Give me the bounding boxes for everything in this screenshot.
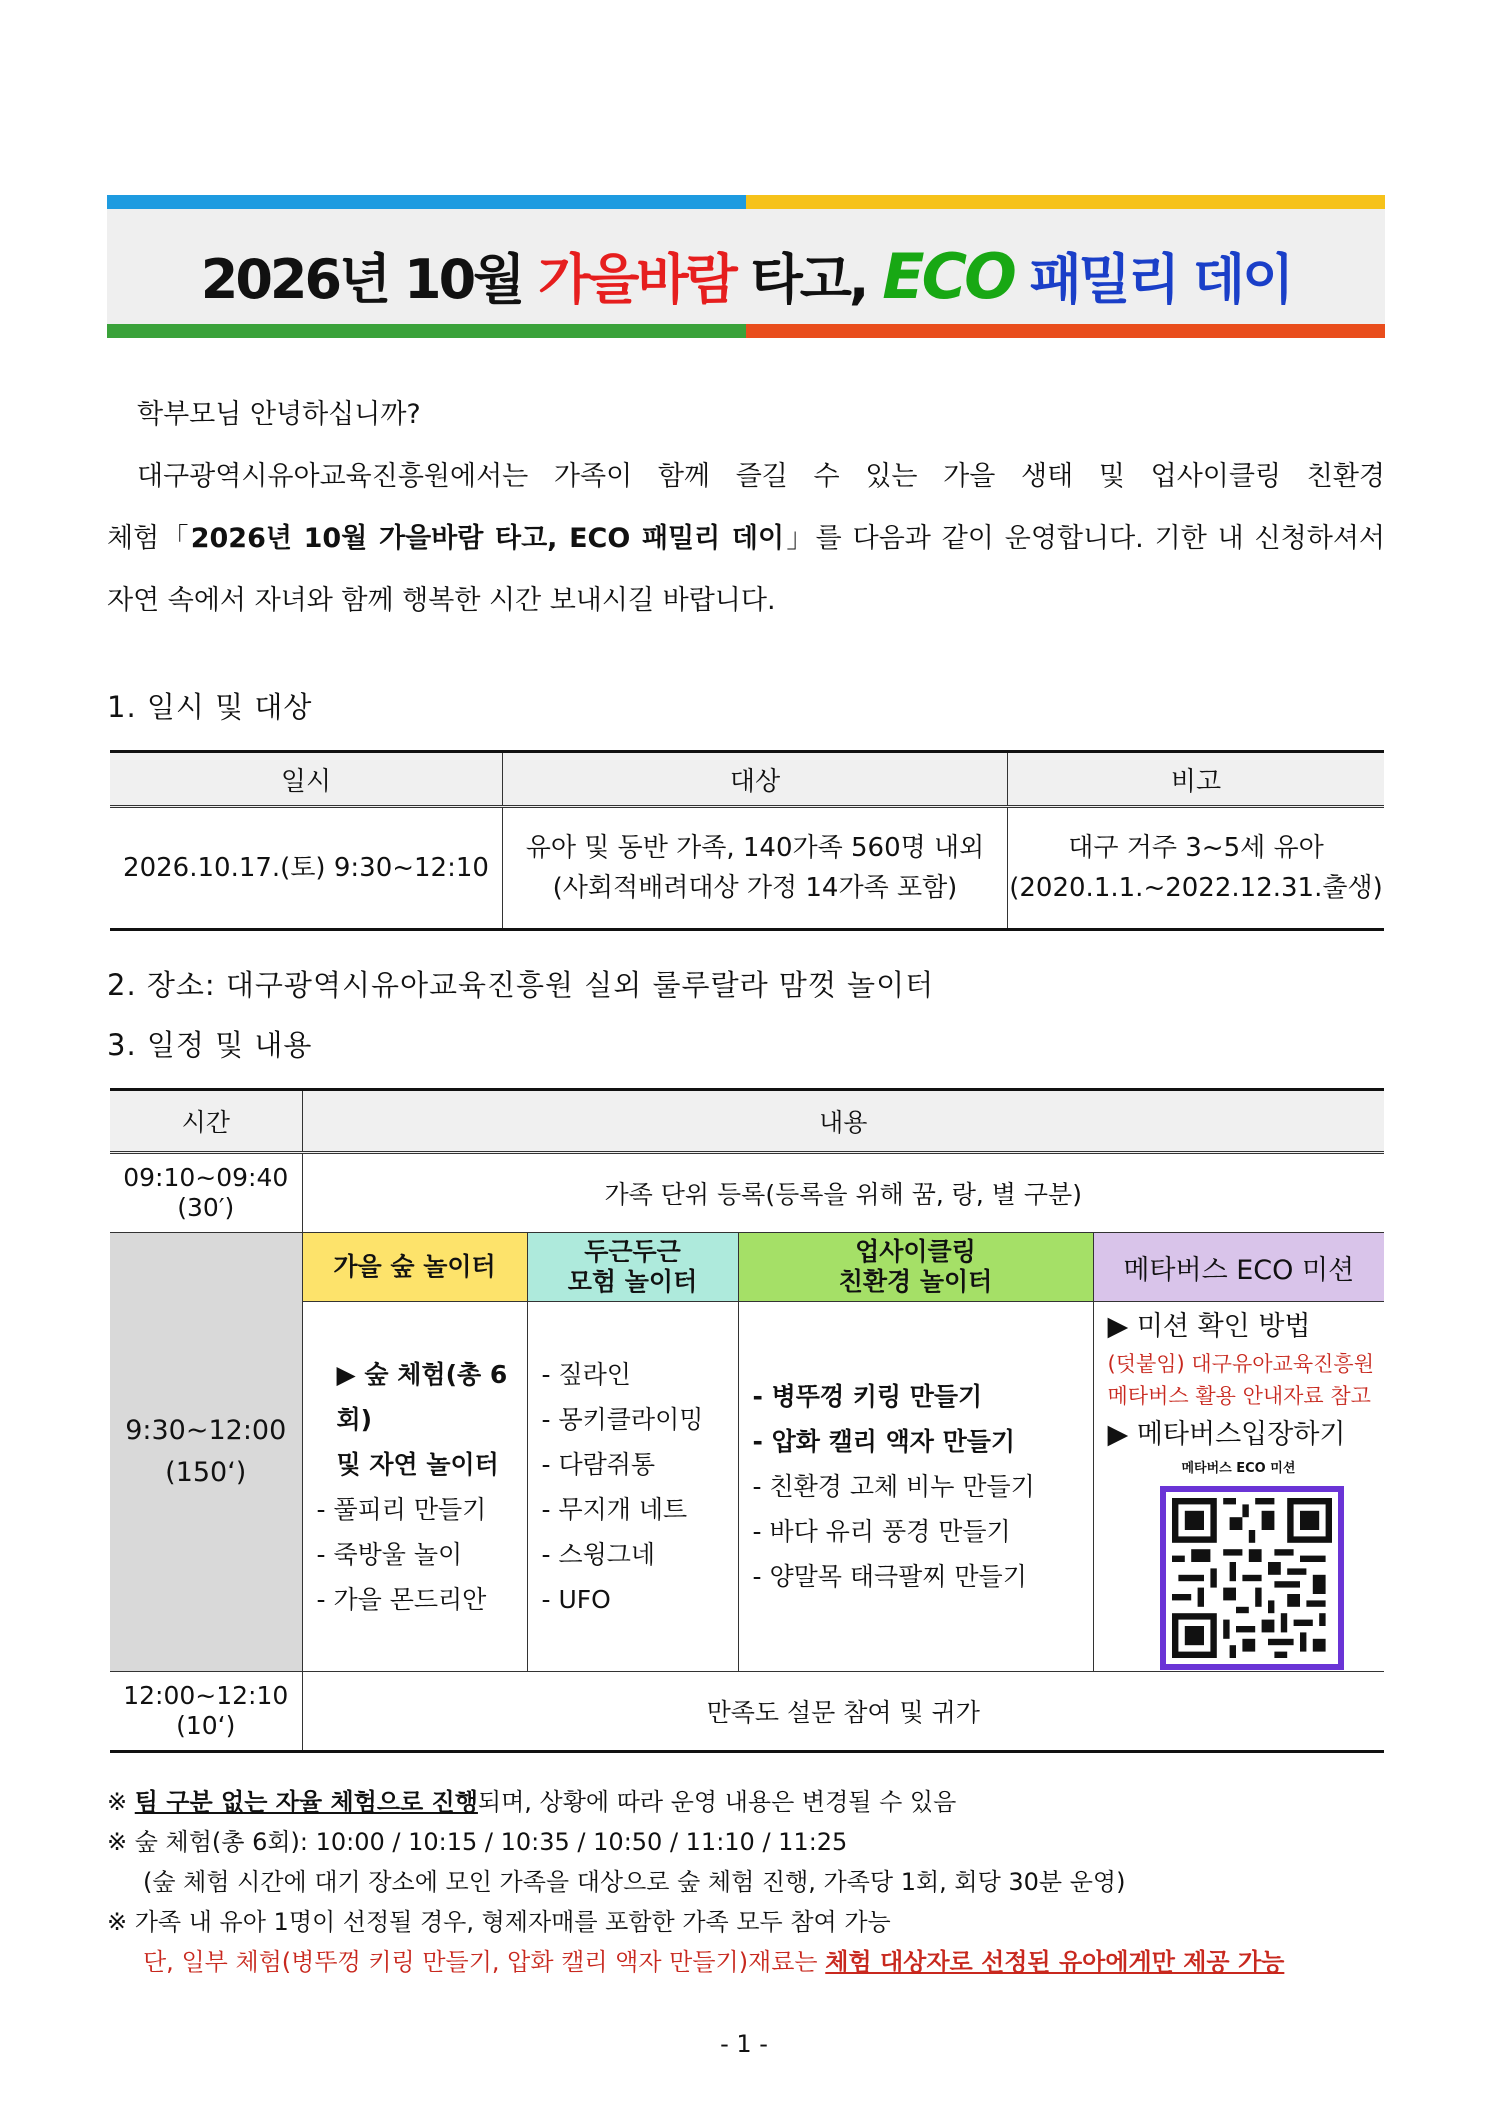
zone-forest-list [302, 1302, 527, 1672]
col-note: 비고 [1008, 752, 1385, 807]
zone-adventure-line-2: 모험 놀이터 [567, 1267, 698, 1296]
zone-upcycling-line-1: 업사이클링 [855, 1237, 976, 1266]
zone-adventure-header [527, 1233, 738, 1302]
title-part-autumn: 가을바람 [538, 248, 735, 311]
note-line-2: (2020.1.1.~2022.12.31.출생) [1009, 873, 1383, 903]
zone-upcycling-line-2: 친환경 놀이터 [838, 1267, 993, 1296]
section-3-heading: 3. 일정 및 내용 [107, 1028, 313, 1062]
zone-upcycling-list [738, 1302, 1093, 1672]
zone-metaverse-header: 메타버스 ECO 미션 [1093, 1233, 1384, 1302]
list-item: - UFO [541, 1584, 611, 1614]
intro-line-2 [107, 508, 1385, 570]
closing-time-range: 12:00~12:10 [123, 1681, 289, 1710]
mission-ref-2: 메타버스 활용 안내자료 참고 [1107, 1384, 1371, 1408]
registration-content: 가족 단위 등록(등록을 위해 꿈, 랑, 별 구분) [302, 1153, 1384, 1233]
col-content: 내용 [302, 1090, 1384, 1153]
title-part-ride: 타고, [734, 248, 883, 311]
list-item: - 양말목 태극팔찌 만들기 [752, 1562, 1027, 1591]
section-1-heading: 1. 일시 및 대상 [107, 690, 313, 724]
program-time-range: 9:30~12:00 [125, 1415, 287, 1446]
title-banner [107, 195, 1385, 338]
list-item: - 병뚜껑 키링 만들기 [752, 1382, 983, 1411]
banner-bar-orange [746, 324, 1385, 338]
closing-time [110, 1672, 302, 1752]
banner-bar-green [107, 324, 746, 338]
qr-code[interactable] [1160, 1486, 1344, 1670]
note-3: (숲 체험 시간에 대기 장소에 모인 가족을 대상으로 숲 체험 진행, 가족당 1회, 회당 30분 운영) [143, 1868, 1126, 1896]
list-item: - 압화 캘리 액자 만들기 [752, 1427, 1016, 1456]
closing-duration: (10‘) [176, 1711, 236, 1740]
list-item: - 가을 몬드리안 [316, 1584, 487, 1614]
list-item: - 풀피리 만들기 [316, 1494, 487, 1524]
title-part-eco: ECO [882, 240, 1014, 313]
list-item: - 짚라인 [541, 1359, 631, 1389]
note-4: ※ 가족 내 유아 1명이 선정될 경우, 형제자매를 포함한 가족 모두 참여 가능 [107, 1908, 891, 1936]
zone-metaverse-content [1093, 1302, 1384, 1672]
note-2: ※ 숲 체험(총 6회): 10:00 / 10:15 / 10:35 / 10:50 / 11:10 / 11:25 [107, 1828, 848, 1856]
event-note [1008, 807, 1385, 930]
program-table [110, 1088, 1384, 1753]
page-number: - 1 - [720, 2030, 768, 2058]
schedule-target-table [110, 750, 1384, 931]
zone-forest-header: 가을 숲 놀이터 [302, 1233, 527, 1302]
closing-content: 만족도 설문 참여 및 귀가 [302, 1672, 1384, 1752]
note-5-text: 단, 일부 체험(병뚜껑 키링 만들기, 압화 캘리 액자 만들기)재료는 [143, 1948, 826, 1976]
event-target [503, 807, 1008, 930]
intro-line-1: 대구광역시유아교육진흥원에서는 가족이 함께 즐길 수 있는 가을 생태 및 업사이클링 친환경 [137, 461, 1385, 492]
zone-adventure-list [527, 1302, 738, 1672]
note-line-1: 대구 거주 3~5세 유아 [1068, 833, 1324, 863]
note-1 [107, 1782, 1387, 1822]
banner-bar-yellow [746, 195, 1385, 209]
list-item: - 몽키클라이밍 [541, 1404, 704, 1434]
section-2-heading: 2. 장소: 대구광역시유아교육진흥원 실외 룰루랄라 맘껏 놀이터 [107, 968, 935, 1002]
list-item: - 죽방울 놀이 [316, 1539, 463, 1569]
list-item: - 무지개 네트 [541, 1494, 688, 1524]
list-item: - 친환경 고체 비누 만들기 [752, 1472, 1035, 1501]
list-item: ▶ 숲 체험(총 6회) [336, 1359, 508, 1434]
note-5-emphasis: 체험 대상자로 선정된 유아에게만 제공 가능 [825, 1948, 1285, 1976]
program-time [110, 1233, 302, 1672]
col-target: 대상 [503, 752, 1008, 807]
event-date: 2026.10.17.(토) 9:30~12:10 [110, 807, 503, 930]
qr-code-icon [1172, 1498, 1332, 1658]
intro-bracket-open: 체험「 [107, 523, 191, 554]
note-1-emphasis: 팀 구분 없는 자율 체험으로 진행 [134, 1788, 478, 1816]
list-item: - 다람쥐통 [541, 1449, 656, 1479]
note-mark: ※ [107, 1788, 135, 1816]
title-part-date: 2026년 10월 [200, 248, 539, 311]
col-date: 일시 [110, 752, 503, 807]
mission-title: ▶ 미션 확인 방법 [1107, 1311, 1311, 1342]
target-line-2: (사회적배려대상 가정 14가족 포함) [552, 873, 958, 903]
zone-upcycling-header [738, 1233, 1093, 1302]
mission-ref-1: (덧붙임) 대구유아교육진흥원 [1107, 1352, 1374, 1376]
note-1-rest: 되며, 상황에 따라 운영 내용은 변경될 수 있음 [477, 1788, 957, 1816]
registration-time [110, 1153, 302, 1233]
target-line-1: 유아 및 동반 가족, 140가족 560명 내외 [525, 833, 985, 863]
list-item: 및 자연 놀이터 [336, 1449, 499, 1479]
title-part-family: 패밀리 데이 [1013, 248, 1292, 311]
intro-event-name: 2026년 10월 가을바람 타고, ECO 패밀리 데이 [190, 523, 785, 554]
list-item: - 바다 유리 풍경 만들기 [752, 1517, 1011, 1546]
qr-caption: 메타버스 ECO 미션 [1181, 1461, 1296, 1476]
page-title [107, 237, 1385, 314]
col-time: 시간 [110, 1090, 302, 1153]
registration-duration: (30′) [177, 1193, 235, 1222]
list-item: - 스윙그네 [541, 1539, 656, 1569]
greeting: 학부모님 안녕하십니까? [137, 399, 421, 430]
notes [107, 1782, 1387, 1982]
intro-line-2-rest: 」를 다음과 같이 운영합니다. 기한 내 신청하셔서 [784, 523, 1385, 554]
registration-time-range: 09:10~09:40 [123, 1163, 289, 1192]
zone-adventure-line-1: 두근두근 [584, 1237, 681, 1266]
intro-line-3: 자연 속에서 자녀와 함께 행복한 시간 보내시길 바랍니다. [107, 585, 776, 616]
banner-bar-blue [107, 195, 746, 209]
metaverse-enter-link[interactable]: ▶ 메타버스입장하기 [1107, 1419, 1346, 1450]
program-duration: (150‘) [165, 1457, 247, 1488]
note-5 [107, 1942, 1387, 1982]
